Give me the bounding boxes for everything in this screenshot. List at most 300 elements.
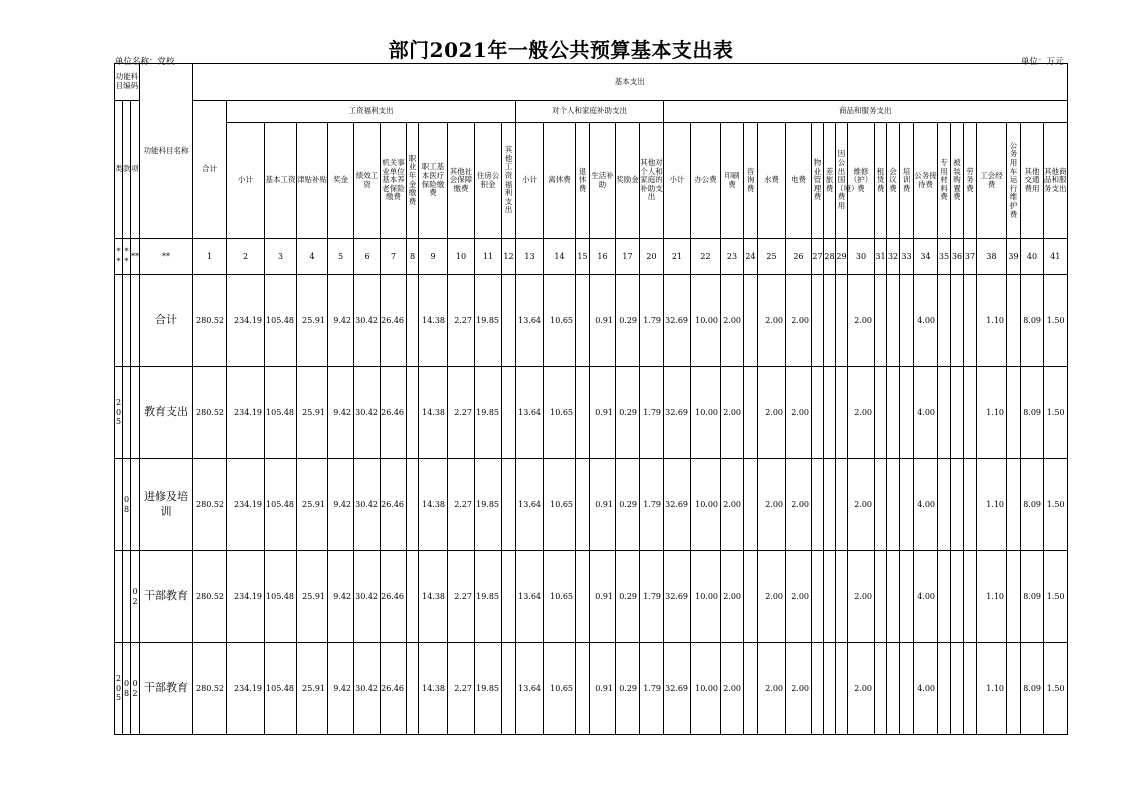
index-cell: 12 bbox=[502, 239, 516, 275]
value-cell bbox=[502, 551, 516, 643]
value-cell: 10.65 bbox=[544, 275, 576, 367]
value-cell bbox=[938, 275, 951, 367]
value-cell: 2.00 bbox=[721, 643, 744, 735]
index-cell: 29 bbox=[836, 239, 848, 275]
value-cell: 19.85 bbox=[475, 551, 502, 643]
value-cell bbox=[964, 459, 977, 551]
value-cell: 25.91 bbox=[297, 459, 328, 551]
value-cell: 2.00 bbox=[848, 643, 875, 735]
header-group-subsidy: 对个人和家庭补助支出 bbox=[516, 101, 664, 123]
header-goods-col: 被装购置费 bbox=[951, 123, 964, 239]
value-cell: 30.42 bbox=[354, 459, 381, 551]
value-cell: 10.65 bbox=[544, 367, 576, 459]
value-cell bbox=[964, 367, 977, 459]
value-cell: 2.00 bbox=[758, 643, 786, 735]
value-cell: 0.29 bbox=[616, 275, 640, 367]
value-cell bbox=[964, 275, 977, 367]
header-group-goods-services: 商品和服务支出 bbox=[664, 101, 1068, 123]
index-cell: 33 bbox=[900, 239, 914, 275]
index-cell: 9 bbox=[419, 239, 448, 275]
value-cell: 26.46 bbox=[381, 367, 407, 459]
value-cell bbox=[875, 643, 887, 735]
header-goods-col: 咨询费 bbox=[744, 123, 758, 239]
index-cell: 35 bbox=[938, 239, 951, 275]
value-cell bbox=[1007, 551, 1021, 643]
value-cell: 1.79 bbox=[640, 459, 664, 551]
index-cell: 5 bbox=[328, 239, 354, 275]
value-cell: 234.19 bbox=[227, 459, 265, 551]
value-cell bbox=[744, 643, 758, 735]
value-cell: 4.00 bbox=[914, 275, 938, 367]
header-salary-col: 住房公积金 bbox=[475, 123, 502, 239]
value-cell: 280.52 bbox=[193, 367, 227, 459]
index-cell: 39 bbox=[1007, 239, 1021, 275]
header-subsidy-col: 离休费 bbox=[544, 123, 576, 239]
value-cell bbox=[812, 551, 824, 643]
index-cell: 23 bbox=[721, 239, 744, 275]
index-cell: 13 bbox=[516, 239, 544, 275]
value-cell bbox=[836, 459, 848, 551]
index-cell: 37 bbox=[964, 239, 977, 275]
code-kuan bbox=[123, 367, 131, 459]
header-kuan: 款 bbox=[123, 101, 131, 239]
value-cell bbox=[938, 551, 951, 643]
index-cell: 16 bbox=[590, 239, 616, 275]
index-cell: 34 bbox=[914, 239, 938, 275]
value-cell bbox=[744, 367, 758, 459]
value-cell: 280.52 bbox=[193, 459, 227, 551]
value-cell bbox=[836, 367, 848, 459]
value-cell bbox=[951, 459, 964, 551]
value-cell: 13.64 bbox=[516, 459, 544, 551]
index-cell: 24 bbox=[744, 239, 758, 275]
row-name: 干部教育 bbox=[140, 643, 193, 735]
header-row-1 bbox=[115, 64, 1068, 101]
header-goods-col: 电费 bbox=[786, 123, 812, 239]
index-cell: 4 bbox=[297, 239, 328, 275]
value-cell: 19.85 bbox=[475, 367, 502, 459]
value-cell bbox=[744, 275, 758, 367]
header-group-salary: 工资福利支出 bbox=[227, 101, 516, 123]
index-cell: 32 bbox=[887, 239, 900, 275]
value-cell: 1.50 bbox=[1044, 275, 1068, 367]
value-cell: 30.42 bbox=[354, 275, 381, 367]
value-cell: 0.29 bbox=[616, 367, 640, 459]
value-cell bbox=[824, 275, 836, 367]
unit-label: 单位：万元 bbox=[1021, 57, 1064, 67]
value-cell: 2.27 bbox=[448, 275, 475, 367]
code-lei bbox=[115, 459, 123, 551]
value-cell: 19.85 bbox=[475, 275, 502, 367]
value-cell bbox=[824, 551, 836, 643]
header-goods-col: 劳务费 bbox=[964, 123, 977, 239]
value-cell: 25.91 bbox=[297, 643, 328, 735]
value-cell bbox=[938, 459, 951, 551]
value-cell: 105.48 bbox=[265, 275, 297, 367]
value-cell: 32.69 bbox=[664, 275, 691, 367]
value-cell bbox=[875, 459, 887, 551]
index-cell: 14 bbox=[544, 239, 576, 275]
header-goods-col: 差旅费 bbox=[824, 123, 836, 239]
value-cell: 2.00 bbox=[786, 367, 812, 459]
value-cell: 2.00 bbox=[848, 275, 875, 367]
value-cell: 10.65 bbox=[544, 551, 576, 643]
header-salary-col: 其他社会保障缴费 bbox=[448, 123, 475, 239]
value-cell: 0.91 bbox=[590, 275, 616, 367]
code-lei: 2 0 5 bbox=[115, 643, 123, 735]
value-cell: 26.46 bbox=[381, 275, 407, 367]
value-cell: 280.52 bbox=[193, 275, 227, 367]
value-cell: 8.09 bbox=[1021, 643, 1044, 735]
value-cell bbox=[1007, 459, 1021, 551]
value-cell: 13.64 bbox=[516, 551, 544, 643]
value-cell: 2.00 bbox=[758, 551, 786, 643]
value-cell: 30.42 bbox=[354, 643, 381, 735]
code-kuan bbox=[123, 275, 131, 367]
value-cell: 234.19 bbox=[227, 643, 265, 735]
header-subsidy-col: 小计 bbox=[516, 123, 544, 239]
value-cell: 14.38 bbox=[419, 459, 448, 551]
index-cell: ** bbox=[140, 239, 193, 275]
value-cell: 2.00 bbox=[758, 275, 786, 367]
index-cell: 8 bbox=[407, 239, 419, 275]
value-cell bbox=[875, 551, 887, 643]
value-cell: 105.48 bbox=[265, 643, 297, 735]
value-cell: 10.00 bbox=[691, 275, 721, 367]
index-cell: 17 bbox=[616, 239, 640, 275]
index-cell: 1 bbox=[193, 239, 227, 275]
header-goods-col: 印刷费 bbox=[721, 123, 744, 239]
table-row bbox=[115, 275, 1068, 367]
value-cell: 2.00 bbox=[721, 275, 744, 367]
header-goods-col: 小计 bbox=[664, 123, 691, 239]
value-cell: 13.64 bbox=[516, 367, 544, 459]
code-lei bbox=[115, 551, 123, 643]
index-cell: 31 bbox=[875, 239, 887, 275]
value-cell bbox=[1007, 275, 1021, 367]
value-cell: 1.10 bbox=[977, 551, 1007, 643]
index-cell: ** bbox=[115, 239, 123, 275]
value-cell: 234.19 bbox=[227, 275, 265, 367]
header-goods-col: 专用材料费 bbox=[938, 123, 951, 239]
index-cell: 11 bbox=[475, 239, 502, 275]
value-cell bbox=[900, 459, 914, 551]
index-cell: 38 bbox=[977, 239, 1007, 275]
header-goods-col: 公务用车运行维护费 bbox=[1007, 123, 1021, 239]
value-cell bbox=[887, 643, 900, 735]
index-cell: ** bbox=[123, 239, 131, 275]
value-cell: 14.38 bbox=[419, 367, 448, 459]
value-cell: 2.27 bbox=[448, 643, 475, 735]
value-cell bbox=[824, 459, 836, 551]
value-cell bbox=[812, 275, 824, 367]
value-cell: 32.69 bbox=[664, 643, 691, 735]
index-cell: 36 bbox=[951, 239, 964, 275]
value-cell: 32.69 bbox=[664, 551, 691, 643]
value-cell: 8.09 bbox=[1021, 275, 1044, 367]
value-cell: 2.00 bbox=[786, 551, 812, 643]
value-cell bbox=[576, 643, 590, 735]
value-cell: 0.29 bbox=[616, 459, 640, 551]
header-row-2 bbox=[115, 101, 1068, 123]
value-cell bbox=[875, 275, 887, 367]
value-cell: 25.91 bbox=[297, 551, 328, 643]
header-row-3 bbox=[115, 123, 1068, 239]
header-subsidy-col: 其他对个人和家庭的补助支出 bbox=[640, 123, 664, 239]
value-cell: 9.42 bbox=[328, 275, 354, 367]
header-goods-col: 物业管理费 bbox=[812, 123, 824, 239]
index-cell: 22 bbox=[691, 239, 721, 275]
value-cell: 13.64 bbox=[516, 643, 544, 735]
value-cell: 19.85 bbox=[475, 643, 502, 735]
table-row bbox=[115, 643, 1068, 735]
value-cell bbox=[407, 459, 419, 551]
header-func-code: 功能科目编码 bbox=[115, 64, 140, 101]
value-cell: 2.00 bbox=[786, 643, 812, 735]
value-cell: 14.38 bbox=[419, 643, 448, 735]
header-goods-col: 水费 bbox=[758, 123, 786, 239]
index-cell: 25 bbox=[758, 239, 786, 275]
value-cell: 105.48 bbox=[265, 459, 297, 551]
value-cell: 25.91 bbox=[297, 275, 328, 367]
value-cell bbox=[900, 367, 914, 459]
value-cell bbox=[744, 459, 758, 551]
value-cell bbox=[951, 643, 964, 735]
value-cell: 1.10 bbox=[977, 459, 1007, 551]
header-subsidy-col: 生活补助 bbox=[590, 123, 616, 239]
value-cell bbox=[836, 551, 848, 643]
value-cell bbox=[502, 459, 516, 551]
value-cell: 1.50 bbox=[1044, 551, 1068, 643]
value-cell: 30.42 bbox=[354, 551, 381, 643]
value-cell: 2.00 bbox=[758, 367, 786, 459]
index-cell: 15 bbox=[576, 239, 590, 275]
value-cell bbox=[407, 367, 419, 459]
value-cell: 4.00 bbox=[914, 551, 938, 643]
value-cell: 2.00 bbox=[758, 459, 786, 551]
row-name: 干部教育 bbox=[140, 551, 193, 643]
header-salary-col: 奖金 bbox=[328, 123, 354, 239]
header-subsidy-col: 退休费 bbox=[576, 123, 590, 239]
value-cell bbox=[951, 275, 964, 367]
value-cell: 10.65 bbox=[544, 643, 576, 735]
value-cell: 4.00 bbox=[914, 643, 938, 735]
value-cell: 19.85 bbox=[475, 459, 502, 551]
header-goods-col: 办公费 bbox=[691, 123, 721, 239]
value-cell: 0.91 bbox=[590, 643, 616, 735]
code-xiang: 0 2 bbox=[131, 551, 140, 643]
header-salary-col: 其他工资福利支出 bbox=[502, 123, 516, 239]
value-cell: 2.27 bbox=[448, 459, 475, 551]
value-cell: 8.09 bbox=[1021, 367, 1044, 459]
value-cell: 1.10 bbox=[977, 643, 1007, 735]
code-kuan: 0 8 bbox=[123, 459, 131, 551]
code-xiang bbox=[131, 459, 140, 551]
value-cell: 30.42 bbox=[354, 367, 381, 459]
value-cell: 280.52 bbox=[193, 643, 227, 735]
table-row bbox=[115, 367, 1068, 459]
header-salary-col: 基本工资 bbox=[265, 123, 297, 239]
value-cell bbox=[887, 459, 900, 551]
value-cell: 0.29 bbox=[616, 643, 640, 735]
value-cell: 4.00 bbox=[914, 459, 938, 551]
value-cell: 9.42 bbox=[328, 367, 354, 459]
value-cell bbox=[576, 275, 590, 367]
value-cell: 1.79 bbox=[640, 551, 664, 643]
value-cell bbox=[576, 459, 590, 551]
value-cell: 0.91 bbox=[590, 459, 616, 551]
header-func-name: 功能科目名称 bbox=[140, 64, 193, 239]
value-cell bbox=[502, 275, 516, 367]
value-cell bbox=[502, 643, 516, 735]
value-cell: 10.00 bbox=[691, 551, 721, 643]
value-cell: 1.79 bbox=[640, 643, 664, 735]
value-cell bbox=[576, 551, 590, 643]
value-cell: 2.00 bbox=[786, 275, 812, 367]
code-xiang bbox=[131, 275, 140, 367]
value-cell bbox=[824, 367, 836, 459]
value-cell: 26.46 bbox=[381, 459, 407, 551]
table-row bbox=[115, 459, 1068, 551]
value-cell: 1.50 bbox=[1044, 459, 1068, 551]
row-name: 合计 bbox=[140, 275, 193, 367]
code-lei: 2 0 5 bbox=[115, 367, 123, 459]
header-salary-col: 小计 bbox=[227, 123, 265, 239]
code-xiang bbox=[131, 367, 140, 459]
value-cell: 4.00 bbox=[914, 367, 938, 459]
code-lei bbox=[115, 275, 123, 367]
header-goods-col: 会议费 bbox=[887, 123, 900, 239]
index-cell: 40 bbox=[1021, 239, 1044, 275]
index-cell: 10 bbox=[448, 239, 475, 275]
value-cell bbox=[836, 275, 848, 367]
index-cell: 28 bbox=[824, 239, 836, 275]
index-cell: 30 bbox=[848, 239, 875, 275]
value-cell bbox=[812, 459, 824, 551]
code-kuan bbox=[123, 551, 131, 643]
value-cell bbox=[938, 367, 951, 459]
header-lei: 类 bbox=[115, 101, 123, 239]
value-cell: 25.91 bbox=[297, 367, 328, 459]
value-cell bbox=[900, 275, 914, 367]
value-cell: 2.00 bbox=[786, 459, 812, 551]
value-cell: 0.29 bbox=[616, 551, 640, 643]
index-cell: 6 bbox=[354, 239, 381, 275]
value-cell bbox=[407, 551, 419, 643]
index-cell: ** bbox=[131, 239, 140, 275]
value-cell: 1.10 bbox=[977, 367, 1007, 459]
index-cell: 27 bbox=[812, 239, 824, 275]
header-basic-expenditure: 基本支出 bbox=[193, 64, 1068, 101]
budget-table bbox=[114, 63, 1068, 735]
index-cell: 26 bbox=[786, 239, 812, 275]
value-cell: 105.48 bbox=[265, 551, 297, 643]
page-title: 部门2021年一般公共预算基本支出表 bbox=[388, 38, 734, 62]
value-cell: 0.91 bbox=[590, 367, 616, 459]
value-cell bbox=[900, 551, 914, 643]
value-cell: 9.42 bbox=[328, 643, 354, 735]
header-goods-col: 培训费 bbox=[900, 123, 914, 239]
header-salary-col: 绩效工资 bbox=[354, 123, 381, 239]
value-cell: 32.69 bbox=[664, 459, 691, 551]
value-cell: 2.27 bbox=[448, 367, 475, 459]
value-cell: 2.00 bbox=[721, 459, 744, 551]
value-cell: 2.00 bbox=[848, 367, 875, 459]
header-salary-col: 津贴补贴 bbox=[297, 123, 328, 239]
index-cell: 41 bbox=[1044, 239, 1068, 275]
value-cell: 8.09 bbox=[1021, 459, 1044, 551]
header-total: 合计 bbox=[193, 101, 227, 239]
value-cell: 1.79 bbox=[640, 275, 664, 367]
value-cell bbox=[875, 367, 887, 459]
value-cell bbox=[1007, 643, 1021, 735]
index-row bbox=[115, 239, 1068, 275]
header-goods-col: 租赁费 bbox=[875, 123, 887, 239]
value-cell bbox=[964, 551, 977, 643]
value-cell: 1.50 bbox=[1044, 643, 1068, 735]
value-cell: 9.42 bbox=[328, 551, 354, 643]
value-cell: 10.00 bbox=[691, 643, 721, 735]
header-salary-col: 职工基本医疗保险缴费 bbox=[419, 123, 448, 239]
value-cell: 1.10 bbox=[977, 275, 1007, 367]
header-xiang: 项 bbox=[131, 101, 140, 239]
value-cell: 2.27 bbox=[448, 551, 475, 643]
value-cell: 2.00 bbox=[848, 459, 875, 551]
value-cell: 14.38 bbox=[419, 275, 448, 367]
index-cell: 20 bbox=[640, 239, 664, 275]
value-cell bbox=[744, 551, 758, 643]
index-cell: 3 bbox=[265, 239, 297, 275]
header-goods-col: 公务接待费 bbox=[914, 123, 938, 239]
value-cell bbox=[900, 643, 914, 735]
table-row bbox=[115, 551, 1068, 643]
unit-name-label: 单位名称：党校 bbox=[115, 57, 175, 67]
index-cell: 2 bbox=[227, 239, 265, 275]
value-cell: 1.79 bbox=[640, 367, 664, 459]
value-cell: 280.52 bbox=[193, 551, 227, 643]
value-cell bbox=[407, 275, 419, 367]
value-cell bbox=[812, 643, 824, 735]
value-cell: 26.46 bbox=[381, 643, 407, 735]
value-cell: 9.42 bbox=[328, 459, 354, 551]
code-xiang: 0 2 bbox=[131, 643, 140, 735]
value-cell: 10.00 bbox=[691, 459, 721, 551]
value-cell bbox=[502, 367, 516, 459]
value-cell: 32.69 bbox=[664, 367, 691, 459]
value-cell bbox=[407, 643, 419, 735]
value-cell: 1.50 bbox=[1044, 367, 1068, 459]
value-cell: 2.00 bbox=[721, 551, 744, 643]
value-cell bbox=[887, 275, 900, 367]
value-cell bbox=[964, 643, 977, 735]
value-cell: 8.09 bbox=[1021, 551, 1044, 643]
value-cell bbox=[812, 367, 824, 459]
value-cell: 234.19 bbox=[227, 551, 265, 643]
index-cell: 21 bbox=[664, 239, 691, 275]
value-cell: 10.00 bbox=[691, 367, 721, 459]
index-cell: 7 bbox=[381, 239, 407, 275]
value-cell: 0.91 bbox=[590, 551, 616, 643]
value-cell: 2.00 bbox=[848, 551, 875, 643]
row-name: 教育支出 bbox=[140, 367, 193, 459]
header-goods-col: 因公出国（境）费用 bbox=[836, 123, 848, 239]
value-cell: 234.19 bbox=[227, 367, 265, 459]
value-cell bbox=[836, 643, 848, 735]
value-cell: 26.46 bbox=[381, 551, 407, 643]
row-name: 进修及培训 bbox=[140, 459, 193, 551]
value-cell: 13.64 bbox=[516, 275, 544, 367]
header-goods-col: 工会经费 bbox=[977, 123, 1007, 239]
